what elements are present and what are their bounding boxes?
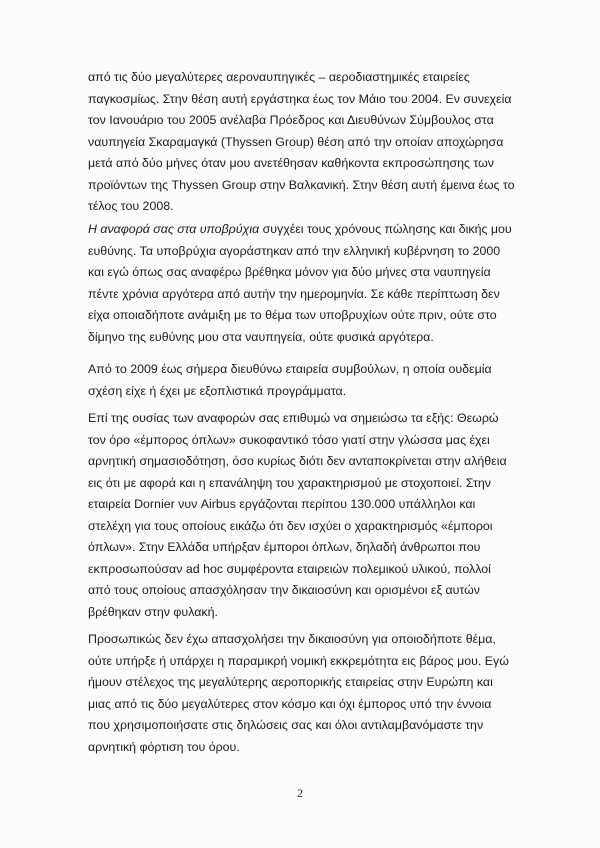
paragraph-career-history: από τις δύο μεγαλύτερες αεροναυπηγικές – αεροδιαστημικές εταιρείες παγκοσμίως. Στην θέση αυτή εργάστηκα έως τον Μάιο του 2004. Εν συνεχεία τον Ιανουάριο του 2005 ανέλαβα Πρόεδρος και Διευθύνων Σύμβουλος στα ναυπηγεία Σκαραμαγκά (Thyssen Group) θέση από την οποίαν αποχώρησα μετά από δύο μήνες όταν μου ανετέθησαν καθήκοντα εκπροσώπησης των προϊόντων της Thyssen Group στην Βαλκανική. Στην θέση αυτή έμεινα έως το τέλος του 2008. (88, 70, 515, 213)
paragraph-submarines-lead: Η αναφορά σας στα υποβρύχια (88, 222, 260, 236)
paragraph-personal-record: Προσωπικώς δεν έχω απασχολήσει την δικαιοσύνη για οποιοδήποτε θέμα, ούτε υπήρξε ή υπάρχει η παραμικρή νομική εκκρεμότητα εις βάρος μου. Εγώ ήμουν στέλεχος της μεγαλύτερης αεροπορικής εταιρείας στην Ευρώπη και μιας από τις δύο μεγαλύτερες στον κόσμο και όχι έμπορος υπό την έννοια που χρησιμοποιήσατε στις δηλώσεις σας και όλοι αντιλαμβανόμαστε την αρνητική φόρτιση του όρου. (88, 632, 509, 754)
paragraph-submarines-body: συγχέει τους χρόνους πώλησης και δικής μου ευθύνης. Τα υποβρύχια αγοράστηκαν από την ελληνική κυβέρνηση το 2000 και εγώ όπως σας αναφέρω βρέθηκα μόνον για δύο μήνες στα ναυπηγεία πέντε χρόνια αργότερα από αυτήν την ημερομηνία. Σε κάθε περίπτωση δεν είχα οποιαδήποτε ανάμιξη με το θέμα των υποβρυχίων ούτε πριν, ούτε στο δίμηνο της ευθύνης μου στα ναυπηγεία, ούτε φυσικά αργότερα. (88, 222, 512, 344)
page-number: 2 (297, 786, 303, 800)
paragraph-submarines (88, 219, 528, 348)
paragraph-consulting-company: Από το 2009 έως σήμερα διευθύνω εταιρεία συμβούλων, η οποία ουδεμία σχέση είχε ή έχει με εξοπλιστικά προγράμματα. (88, 362, 492, 398)
paragraph-arms-dealer-term: Επί της ουσίας των αναφορών σας επιθυμώ να σημειώσω τα εξής: Θεωρώ τον όρο «έμπορος όπλων» συκοφαντικό τόσο γιατί στην γλώσσα μας έχει αρνητική σημασιοδότηση, όσο κυρίως διότι δεν ανταποκρίνεται στην αλήθεια εις ότι με αφορά και η επανάληψη του χαρακτηρισμού με στοχοποιεί. Στην εταιρεία Dornier νυν Airbus εργάζονται περίπου 130.000 υπάλληλοι και στελέχη για τους οποίους εικάζω ότι δεν ισχύει ο χαρακτηρισμός «έμποροι όπλων». Στην Ελλάδα υπήρξαν έμποροι όπλων, δηλαδή άνθρωποι που εκπροσωπούσαν ad hoc συμφέροντα εταιρειών πολεμικού υλικού, πολλοί από τους οποίους απασχόλησαν την δικαιοσύνη και ορισμένοι εξ αυτών βρέθηκαν στην φυλακή. (88, 411, 507, 619)
